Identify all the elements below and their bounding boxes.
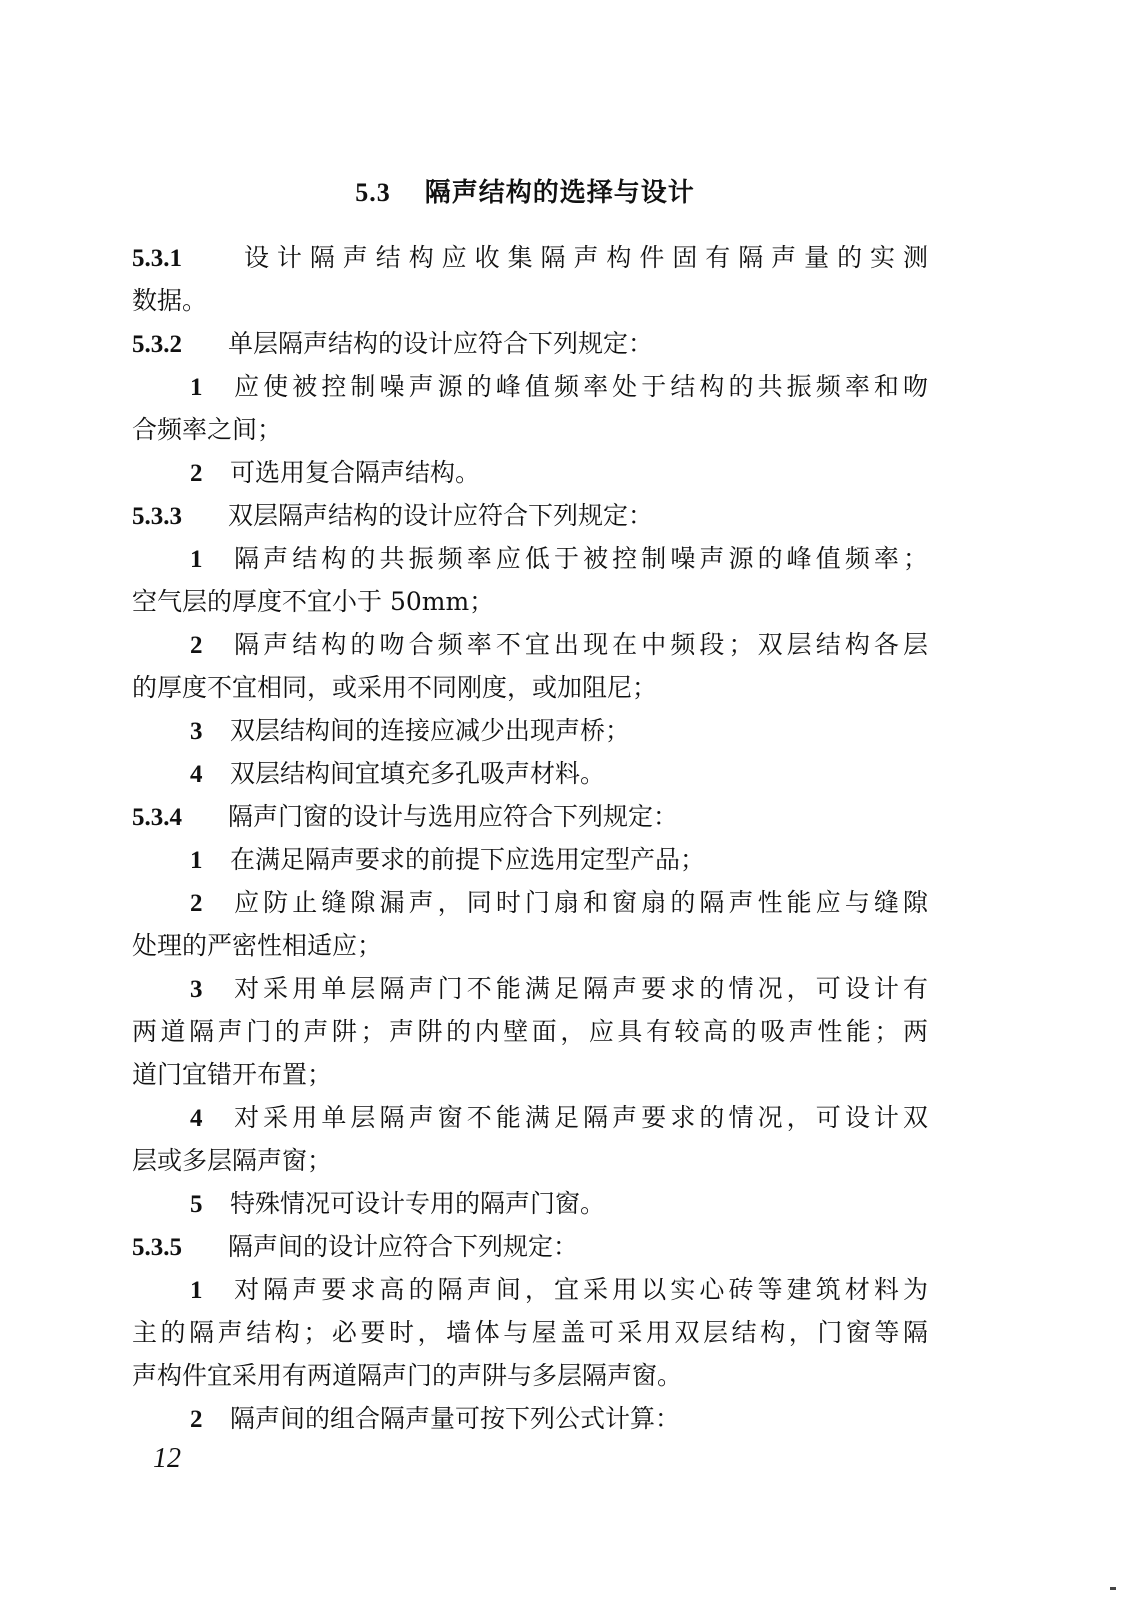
item-5-3-5-1-line-1 xyxy=(132,1268,928,1311)
clause-5-3-1-line-1 xyxy=(132,236,928,279)
item-text: 双层结构间宜填充多孔吸声材料。 xyxy=(230,759,606,788)
item-5-3-3-3 xyxy=(132,709,928,752)
item-text: 双层结构间的连接应减少出现声桥； xyxy=(230,716,631,745)
page-number: 12 xyxy=(153,1443,181,1474)
item-5-3-4-5 xyxy=(132,1182,928,1225)
section-number: 5.3 xyxy=(355,178,391,207)
item-text: 在满足隔声要求的前提下应选用定型产品； xyxy=(230,845,706,874)
item-5-3-2-2 xyxy=(132,451,928,494)
clause-text: 隔声间的设计应符合下列规定： xyxy=(228,1232,579,1261)
clause-number: 5.3.3 xyxy=(132,503,182,530)
item-number: 2 xyxy=(190,1406,203,1433)
item-5-3-3-4 xyxy=(132,752,928,795)
item-5-3-4-4-line-1 xyxy=(132,1096,928,1139)
clause-text: 设计隔声结构应收集隔声构件固有隔声量的实测 xyxy=(236,243,928,272)
item-5-3-4-3-line-1 xyxy=(132,967,928,1010)
item-text: 特殊情况可设计专用的隔声门窗。 xyxy=(230,1189,606,1218)
item-number: 1 xyxy=(190,1277,203,1304)
section-heading xyxy=(0,172,1050,209)
item-number: 2 xyxy=(190,890,203,917)
document-body xyxy=(132,236,928,1440)
item-number: 1 xyxy=(190,847,203,874)
item-5-3-4-4-line-2: 层或多层隔声窗； xyxy=(132,1146,333,1175)
item-text: 隔声间的组合隔声量可按下列公式计算： xyxy=(230,1404,681,1433)
item-5-3-4-1 xyxy=(132,838,928,881)
clause-number: 5.3.5 xyxy=(132,1234,182,1261)
item-5-3-3-2-line-1 xyxy=(132,623,928,666)
item-5-3-2-1-line-2: 合频率之间； xyxy=(132,415,283,444)
item-5-3-3-2-line-2: 的厚度不宜相同，或采用不同刚度，或加阻尼； xyxy=(132,673,658,702)
item-text: 隔声结构的共振频率应低于被控制噪声源的峰值频率； xyxy=(230,544,928,573)
clause-number: 5.3.1 xyxy=(132,245,182,272)
item-text: 可选用复合隔声结构。 xyxy=(230,458,481,487)
item-text: 对隔声要求高的隔声间，宜采用以实心砖等建筑材料为 xyxy=(230,1275,928,1304)
item-text: 隔声结构的吻合频率不宜出现在中频段；双层结构各层 xyxy=(230,630,928,659)
item-number: 4 xyxy=(190,1105,203,1132)
clause-5-3-1-line-2: 数据。 xyxy=(132,286,208,315)
clause-text: 隔声门窗的设计与选用应符合下列规定： xyxy=(228,802,679,831)
item-number: 3 xyxy=(190,976,203,1003)
item-5-3-3-1-line-1 xyxy=(132,537,928,580)
item-5-3-5-1-line-3: 声构件宜采用有两道隔声门的声阱与多层隔声窗。 xyxy=(132,1361,683,1390)
item-text: 对采用单层隔声窗不能满足隔声要求的情况，可设计双 xyxy=(230,1103,928,1132)
item-text: 应防止缝隙漏声，同时门扇和窗扇的隔声性能应与缝隙 xyxy=(230,888,928,917)
item-number: 1 xyxy=(190,546,203,573)
clause-5-3-3 xyxy=(132,494,928,537)
item-number: 4 xyxy=(190,761,203,788)
item-5-3-3-1-line-2: 空气层的厚度不宜小于 50mm； xyxy=(132,587,495,616)
item-number: 3 xyxy=(190,718,203,745)
item-number: 2 xyxy=(190,632,203,659)
item-5-3-4-3-line-3: 道门宜错开布置； xyxy=(132,1060,333,1089)
scan-edge-mark xyxy=(1110,1587,1116,1590)
item-5-3-4-2-line-2: 处理的严密性相适应； xyxy=(132,931,383,960)
clause-text: 双层隔声结构的设计应符合下列规定： xyxy=(228,501,654,530)
item-text: 对采用单层隔声门不能满足隔声要求的情况，可设计有 xyxy=(230,974,928,1003)
clause-number: 5.3.2 xyxy=(132,331,182,358)
item-5-3-4-2-line-1 xyxy=(132,881,928,924)
item-5-3-2-1-line-1 xyxy=(132,365,928,408)
section-title: 隔声结构的选择与设计 xyxy=(424,178,695,208)
item-number: 1 xyxy=(190,374,203,401)
clause-5-3-5 xyxy=(132,1225,928,1268)
clause-5-3-2 xyxy=(132,322,928,365)
item-number: 2 xyxy=(190,460,203,487)
item-5-3-5-2 xyxy=(132,1397,928,1440)
clause-text: 单层隔声结构的设计应符合下列规定： xyxy=(228,329,654,358)
item-text: 应使被控制噪声源的峰值频率处于结构的共振频率和吻 xyxy=(230,372,928,401)
clause-number: 5.3.4 xyxy=(132,804,182,831)
clause-5-3-4 xyxy=(132,795,928,838)
item-number: 5 xyxy=(190,1191,203,1218)
item-5-3-4-3-line-2: 两道隔声门的声阱；声阱的内壁面，应具有较高的吸声性能；两 xyxy=(132,1017,928,1046)
item-5-3-5-1-line-2: 主的隔声结构；必要时，墙体与屋盖可采用双层结构，门窗等隔 xyxy=(132,1318,928,1347)
